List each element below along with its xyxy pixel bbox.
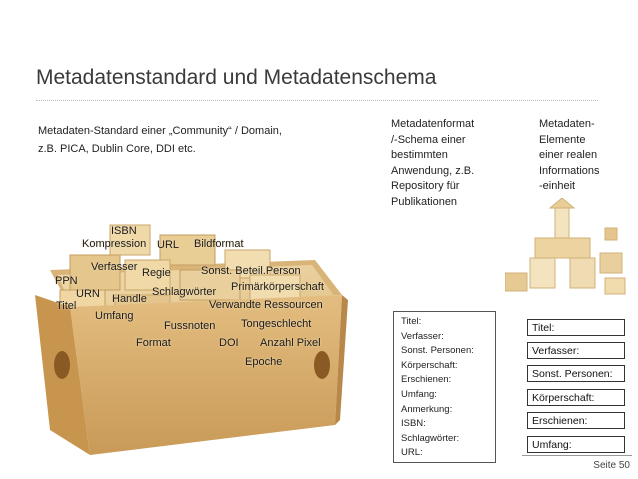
record-form-field: Erschienen:	[401, 374, 452, 386]
record-form-field: Titel:	[401, 316, 422, 327]
element-form-field: Erschienen:	[527, 412, 625, 429]
block-label: Tongeschlecht	[241, 318, 312, 330]
block-label: DOI	[219, 337, 239, 349]
record-form-field: Körperschaft:	[401, 359, 458, 371]
element-form-field: Umfang:	[527, 436, 625, 453]
block-label: PPN	[55, 275, 78, 287]
slide-title: Metadatenstandard und Metadatenschema	[36, 66, 437, 89]
footer-divider	[522, 455, 632, 456]
element-form-field: Verfasser:	[527, 342, 625, 359]
block-label: Epoche	[245, 356, 283, 368]
page-number: Seite 50	[593, 460, 630, 471]
record-form-field: ISBN:	[401, 418, 426, 430]
block-label: Kompression	[82, 238, 147, 250]
block-label: Regie	[142, 267, 171, 279]
standard-description: Metadaten-Standard einer „Community“ / Domain, z.B. PICA, Dublin Core, DDI etc.	[38, 125, 282, 155]
block-label: Bildformat	[194, 238, 244, 250]
toy-blocks-illustration	[505, 198, 630, 303]
format-description: Metadatenformat /-Schema einer bestimmten Anwendung, z.B. Repository für Publikationen	[391, 118, 475, 208]
record-form-field: Sonst. Personen:	[401, 345, 474, 357]
record-form-field: Anmerkung:	[401, 403, 453, 415]
element-form-field: Körperschaft:	[527, 389, 625, 406]
block-label: Primärkörperschaft	[231, 281, 324, 293]
record-form-field: Schlagwörter:	[401, 432, 460, 444]
element-form-field: Titel:	[527, 319, 625, 336]
block-label: URN	[76, 288, 100, 300]
block-label: Fussnoten	[164, 320, 216, 332]
block-label: Anzahl Pixel	[260, 337, 321, 349]
block-label: Umfang	[95, 310, 134, 322]
record-form-field: Umfang:	[401, 389, 437, 400]
block-label: ISBN	[111, 225, 137, 237]
record-form	[393, 311, 496, 463]
title-divider	[36, 100, 598, 101]
elements-description: Metadaten- Elemente einer realen Informations -einheit	[539, 118, 600, 192]
block-label: Verfasser	[91, 261, 138, 273]
record-form-field: Verfasser:	[401, 330, 444, 342]
block-label: Schlagwörter	[152, 286, 217, 298]
block-label: Sonst. Beteil.Person	[201, 265, 301, 277]
record-form-field: URL:	[401, 447, 423, 459]
block-label: Handle	[112, 293, 147, 305]
element-form-field: Sonst. Personen:	[527, 365, 625, 382]
block-label: Format	[136, 337, 171, 349]
block-label: Verwandte Ressourcen	[209, 299, 323, 311]
block-label: URL	[157, 239, 180, 251]
block-label: Titel	[56, 300, 77, 312]
